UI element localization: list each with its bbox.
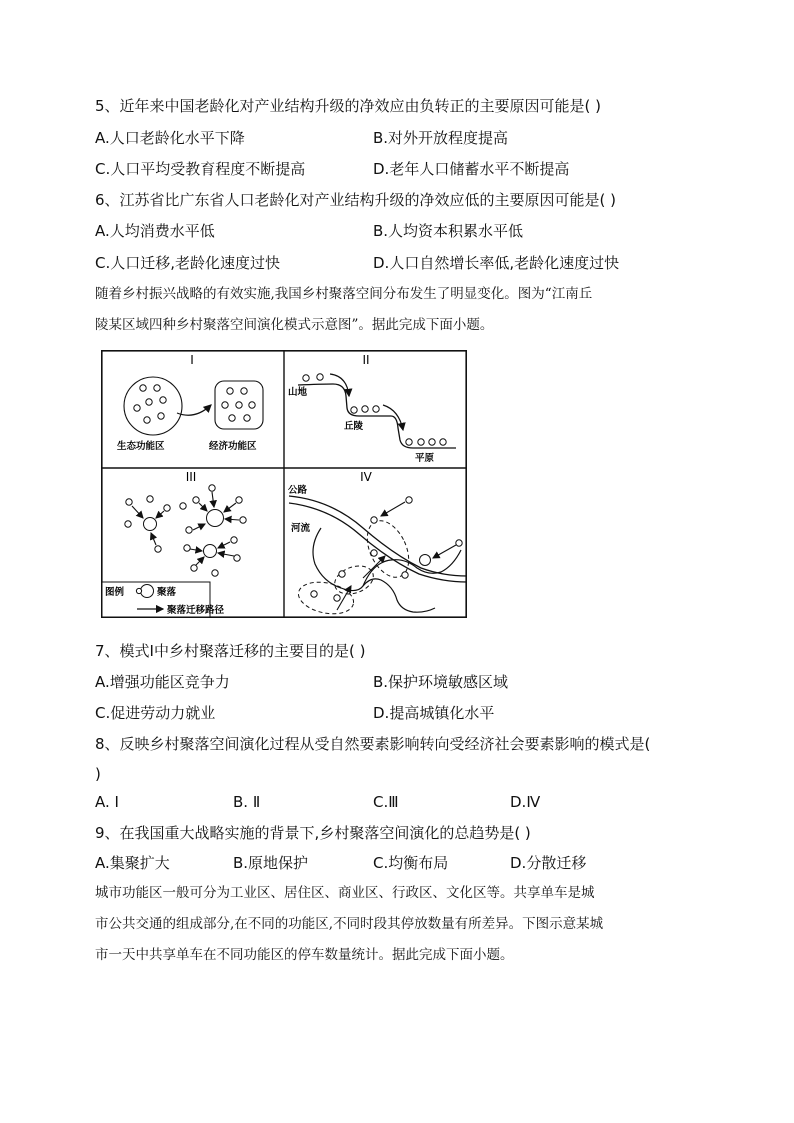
q7-option-a: A.增强功能区竞争力 (95, 673, 230, 691)
migration-arrow (193, 524, 205, 530)
migration-arrow (151, 533, 156, 545)
passage-2-line-1: 城市功能区一般可分为工业区、居住区、商业区、行政区、文化区等。共享单车是城 (95, 885, 595, 901)
panel-label-1: I (190, 353, 194, 367)
hill-label: 丘陵 (344, 421, 364, 432)
settlement (158, 413, 164, 419)
settlement (155, 546, 161, 552)
q9-option-c: C.均衡布局 (373, 854, 449, 872)
settlement (339, 571, 345, 577)
settlement (371, 550, 377, 556)
q8-option-c: C.Ⅲ (373, 793, 399, 811)
mountain-label: 山地 (288, 387, 308, 398)
settlement (362, 406, 368, 412)
eco-zone-label: 生态功能区 (117, 441, 165, 452)
migration-arrow (224, 503, 236, 512)
settlement (317, 374, 323, 380)
settlement (231, 537, 237, 543)
settlement (373, 406, 379, 412)
settlement (180, 503, 186, 509)
q8-stem: 8、反映乡村聚落空间演化过程从受自然要素影响转向受经济社会要素影响的模式是( (95, 735, 651, 753)
q5-option-a: A.人口老龄化水平下降 (95, 129, 245, 147)
settlement (406, 439, 412, 445)
q8-option-b: B. Ⅱ (233, 793, 261, 811)
migration-arrow (218, 553, 234, 556)
econ-zone-label: 经济功能区 (209, 441, 257, 452)
settlement (212, 570, 218, 576)
passage-2-line-2: 市公共交通的组成部分,在不同的功能区,不同时段其停放数量有所差异。下图示意某城 (95, 916, 604, 932)
migration-arrow (225, 519, 239, 520)
q8-stem-cont: ) (95, 765, 101, 783)
legend-settlement-symbol (141, 585, 154, 598)
settlement (126, 499, 132, 505)
q6-option-b: B.人均资本积累水平低 (373, 222, 524, 240)
river-label: 河流 (291, 523, 311, 534)
panel-label-3: III (185, 470, 197, 484)
settlement (236, 497, 242, 503)
settlement (209, 485, 215, 491)
eco-zone-circle (124, 377, 182, 435)
settlement (207, 510, 224, 527)
settlement-evolution-figure (101, 350, 467, 618)
settlement (160, 397, 166, 403)
settlement (144, 518, 157, 531)
q7-option-d: D.提高城镇化水平 (373, 704, 495, 722)
panel-label-2: II (362, 353, 370, 367)
settlement (229, 415, 235, 421)
q6-option-c: C.人口迁移,老龄化速度过快 (95, 254, 281, 272)
q5-stem: 5、近年来中国老龄化对产业结构升级的净效应由负转正的主要原因可能是( ) (95, 97, 602, 115)
migration-arrow (218, 542, 230, 548)
settlement (222, 402, 228, 408)
settlement (234, 555, 240, 561)
settlement (154, 385, 160, 391)
cluster-zone (295, 578, 356, 618)
q7-option-b: B.保护环境敏感区域 (373, 673, 509, 691)
settlement (249, 402, 255, 408)
settlement (406, 497, 412, 503)
migration-arrow (156, 511, 164, 518)
settlement (236, 402, 242, 408)
migration-arrow (190, 549, 202, 551)
settlement (140, 385, 146, 391)
q5-option-b: B.对外开放程度提高 (373, 129, 509, 147)
migration-arrow (433, 545, 456, 558)
road-line-1 (289, 496, 467, 576)
settlement (420, 555, 431, 566)
migration-arrow (381, 502, 405, 516)
road-label: 公路 (288, 485, 308, 496)
settlement (303, 375, 309, 381)
settlement (429, 439, 435, 445)
q7-option-c: C.促进劳动力就业 (95, 704, 216, 722)
q6-stem: 6、江苏省比广东省人口老龄化对产业结构升级的净效应低的主要原因可能是( ) (95, 191, 617, 209)
passage-1-line-2: 陵某区域四种乡村聚落空间演化模式示意图”。据此完成下面小题。 (95, 317, 494, 333)
passage-2 (95, 878, 705, 971)
q5-option-c: C.人口平均受教育程度不断提高 (95, 160, 306, 178)
q5-option-d: D.老年人口储蓄水平不断提高 (373, 160, 570, 178)
settlement (144, 417, 150, 423)
settlement (146, 399, 152, 405)
q8-option-a: A. Ⅰ (95, 793, 119, 811)
settlement (371, 517, 377, 523)
legend-settlement-symbol-small (136, 588, 141, 593)
passage-1 (95, 279, 705, 341)
legend-title: 图例 (105, 587, 125, 598)
road-line-2 (289, 503, 467, 582)
passage-1-line-1: 随着乡村振兴战略的有效实施,我国乡村聚落空间分布发生了明显变化。图为“江南丘 (95, 286, 593, 302)
passage-2-line-3: 市一天中共享单车在不同功能区的停车数量统计。据此完成下面小题。 (95, 947, 514, 963)
settlement (184, 545, 190, 551)
q8-option-d: D.Ⅳ (510, 793, 541, 811)
river-line (313, 528, 435, 612)
legend-path-label: 聚落迁移路径 (167, 605, 225, 616)
settlement (134, 405, 140, 411)
settlement (191, 565, 197, 571)
settlement (456, 540, 462, 546)
settlement (186, 527, 192, 533)
settlement (334, 595, 340, 601)
q9-stem: 9、在我国重大战略实施的背景下,乡村聚落空间演化的总趋势是( ) (95, 824, 531, 842)
q9-option-a: A.集聚扩大 (95, 854, 170, 872)
settlement (418, 439, 424, 445)
settlement (311, 591, 317, 597)
settlement (164, 505, 170, 511)
settlement (204, 545, 217, 558)
migration-arrow (212, 492, 214, 507)
migration-arrow (196, 557, 204, 565)
q9-option-b: B.原地保护 (233, 854, 309, 872)
panel-label-4: IV (360, 470, 372, 484)
migration-arrow (199, 503, 207, 511)
q7-stem: 7、模式Ⅰ中乡村聚落迁移的主要目的是( ) (95, 642, 366, 660)
q9-option-d: D.分散迁移 (510, 854, 587, 872)
settlement (240, 517, 246, 523)
settlement (125, 521, 131, 527)
settlement (351, 407, 357, 413)
migration-arrow (132, 506, 143, 518)
legend-settlement-label: 聚落 (157, 587, 177, 598)
settlement (241, 388, 247, 394)
settlement (193, 497, 199, 503)
settlement (147, 496, 153, 502)
settlement (402, 572, 408, 578)
plain-label: 平原 (415, 453, 435, 464)
q6-option-d: D.人口自然增长率低,老龄化速度过快 (373, 254, 620, 272)
migration-arrow (383, 405, 403, 430)
settlement (244, 415, 250, 421)
q6-option-a: A.人均消费水平低 (95, 222, 215, 240)
settlement (440, 439, 446, 445)
settlement (227, 388, 233, 394)
